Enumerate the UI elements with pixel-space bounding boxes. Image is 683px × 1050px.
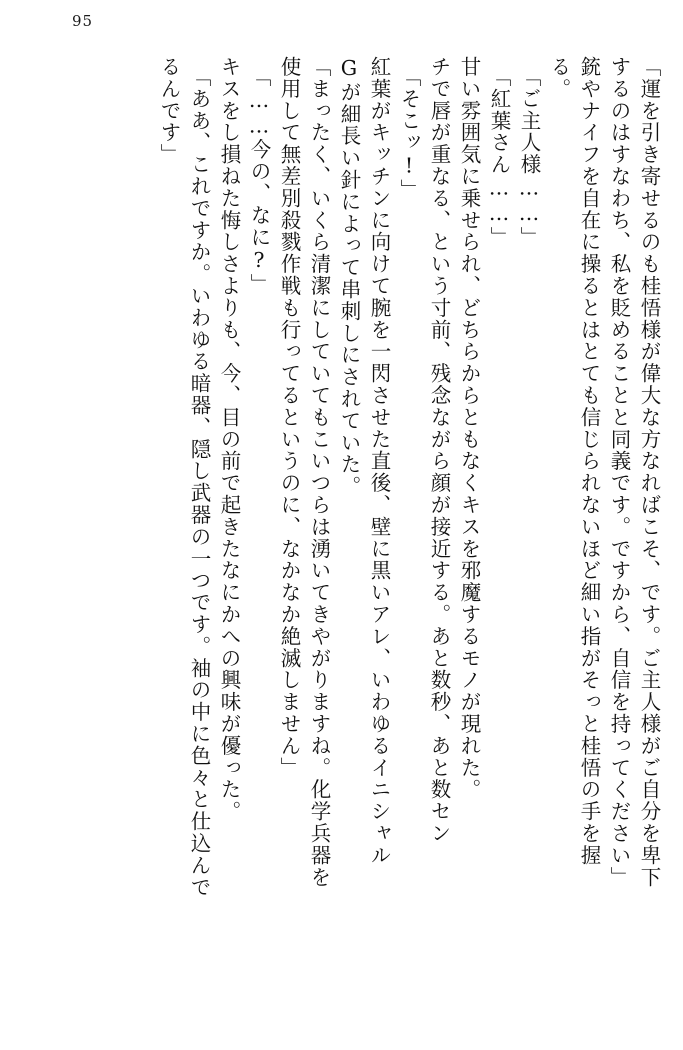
text-column: 「……今の、なに?」 [247, 66, 271, 296]
text-column: 「運を引き寄せるのも桂悟様が偉大な方なればこそ、です。ご主人様がご自分を卑下 [637, 56, 661, 889]
text-column: するのはすなわち、私を貶めることと同義です。ですから、自信を持ってください」 [607, 56, 631, 889]
page-number: 95 [72, 12, 94, 30]
text-column: 甘い雰囲気に乗せられ、どちらからともなくキスを邪魔するモノが現れた。 [457, 56, 481, 801]
text-column: るんです」 [157, 56, 181, 166]
text-column: 「そこッ!」 [397, 66, 421, 201]
text-column: キスをし損ねた悔しさよりも、今、目の前で起きたなにかへの興味が優った。 [217, 56, 241, 823]
text-column: 「ああ、これですか。いわゆる暗器、隠し武器の一つです。袖の中に色々と仕込んで [187, 66, 211, 899]
text-column: チで唇が重なる、という寸前、残念ながら顔が接近する。あと数秒、あと数セン [427, 56, 451, 845]
text-column: 使用して無差別殺戮作戦も行ってるというのに、なかなか絶滅しません」 [277, 56, 301, 779]
text-column: 銃やナイフを自在に操るとはとても信じられないほど細い指がそっと桂悟の手を握 [577, 56, 601, 867]
text-column: る。 [547, 56, 571, 100]
text-column: 「ご主人様……」 [517, 66, 541, 249]
text-column: 「紅葉さん……」 [487, 66, 511, 249]
text-column: Gが細長い針によって串刺しにされていた。 [337, 56, 361, 498]
vertical-text-block [30, 56, 659, 1024]
text-column: 「まったく、いくら清潔にしていてもこいつらは湧いてきやがりますね。化学兵器を [307, 56, 331, 889]
text-column: 紅葉がキッチンに向けて腕を一閃させた直後、壁に黒いアレ、いわゆるイニシャル [367, 56, 391, 867]
